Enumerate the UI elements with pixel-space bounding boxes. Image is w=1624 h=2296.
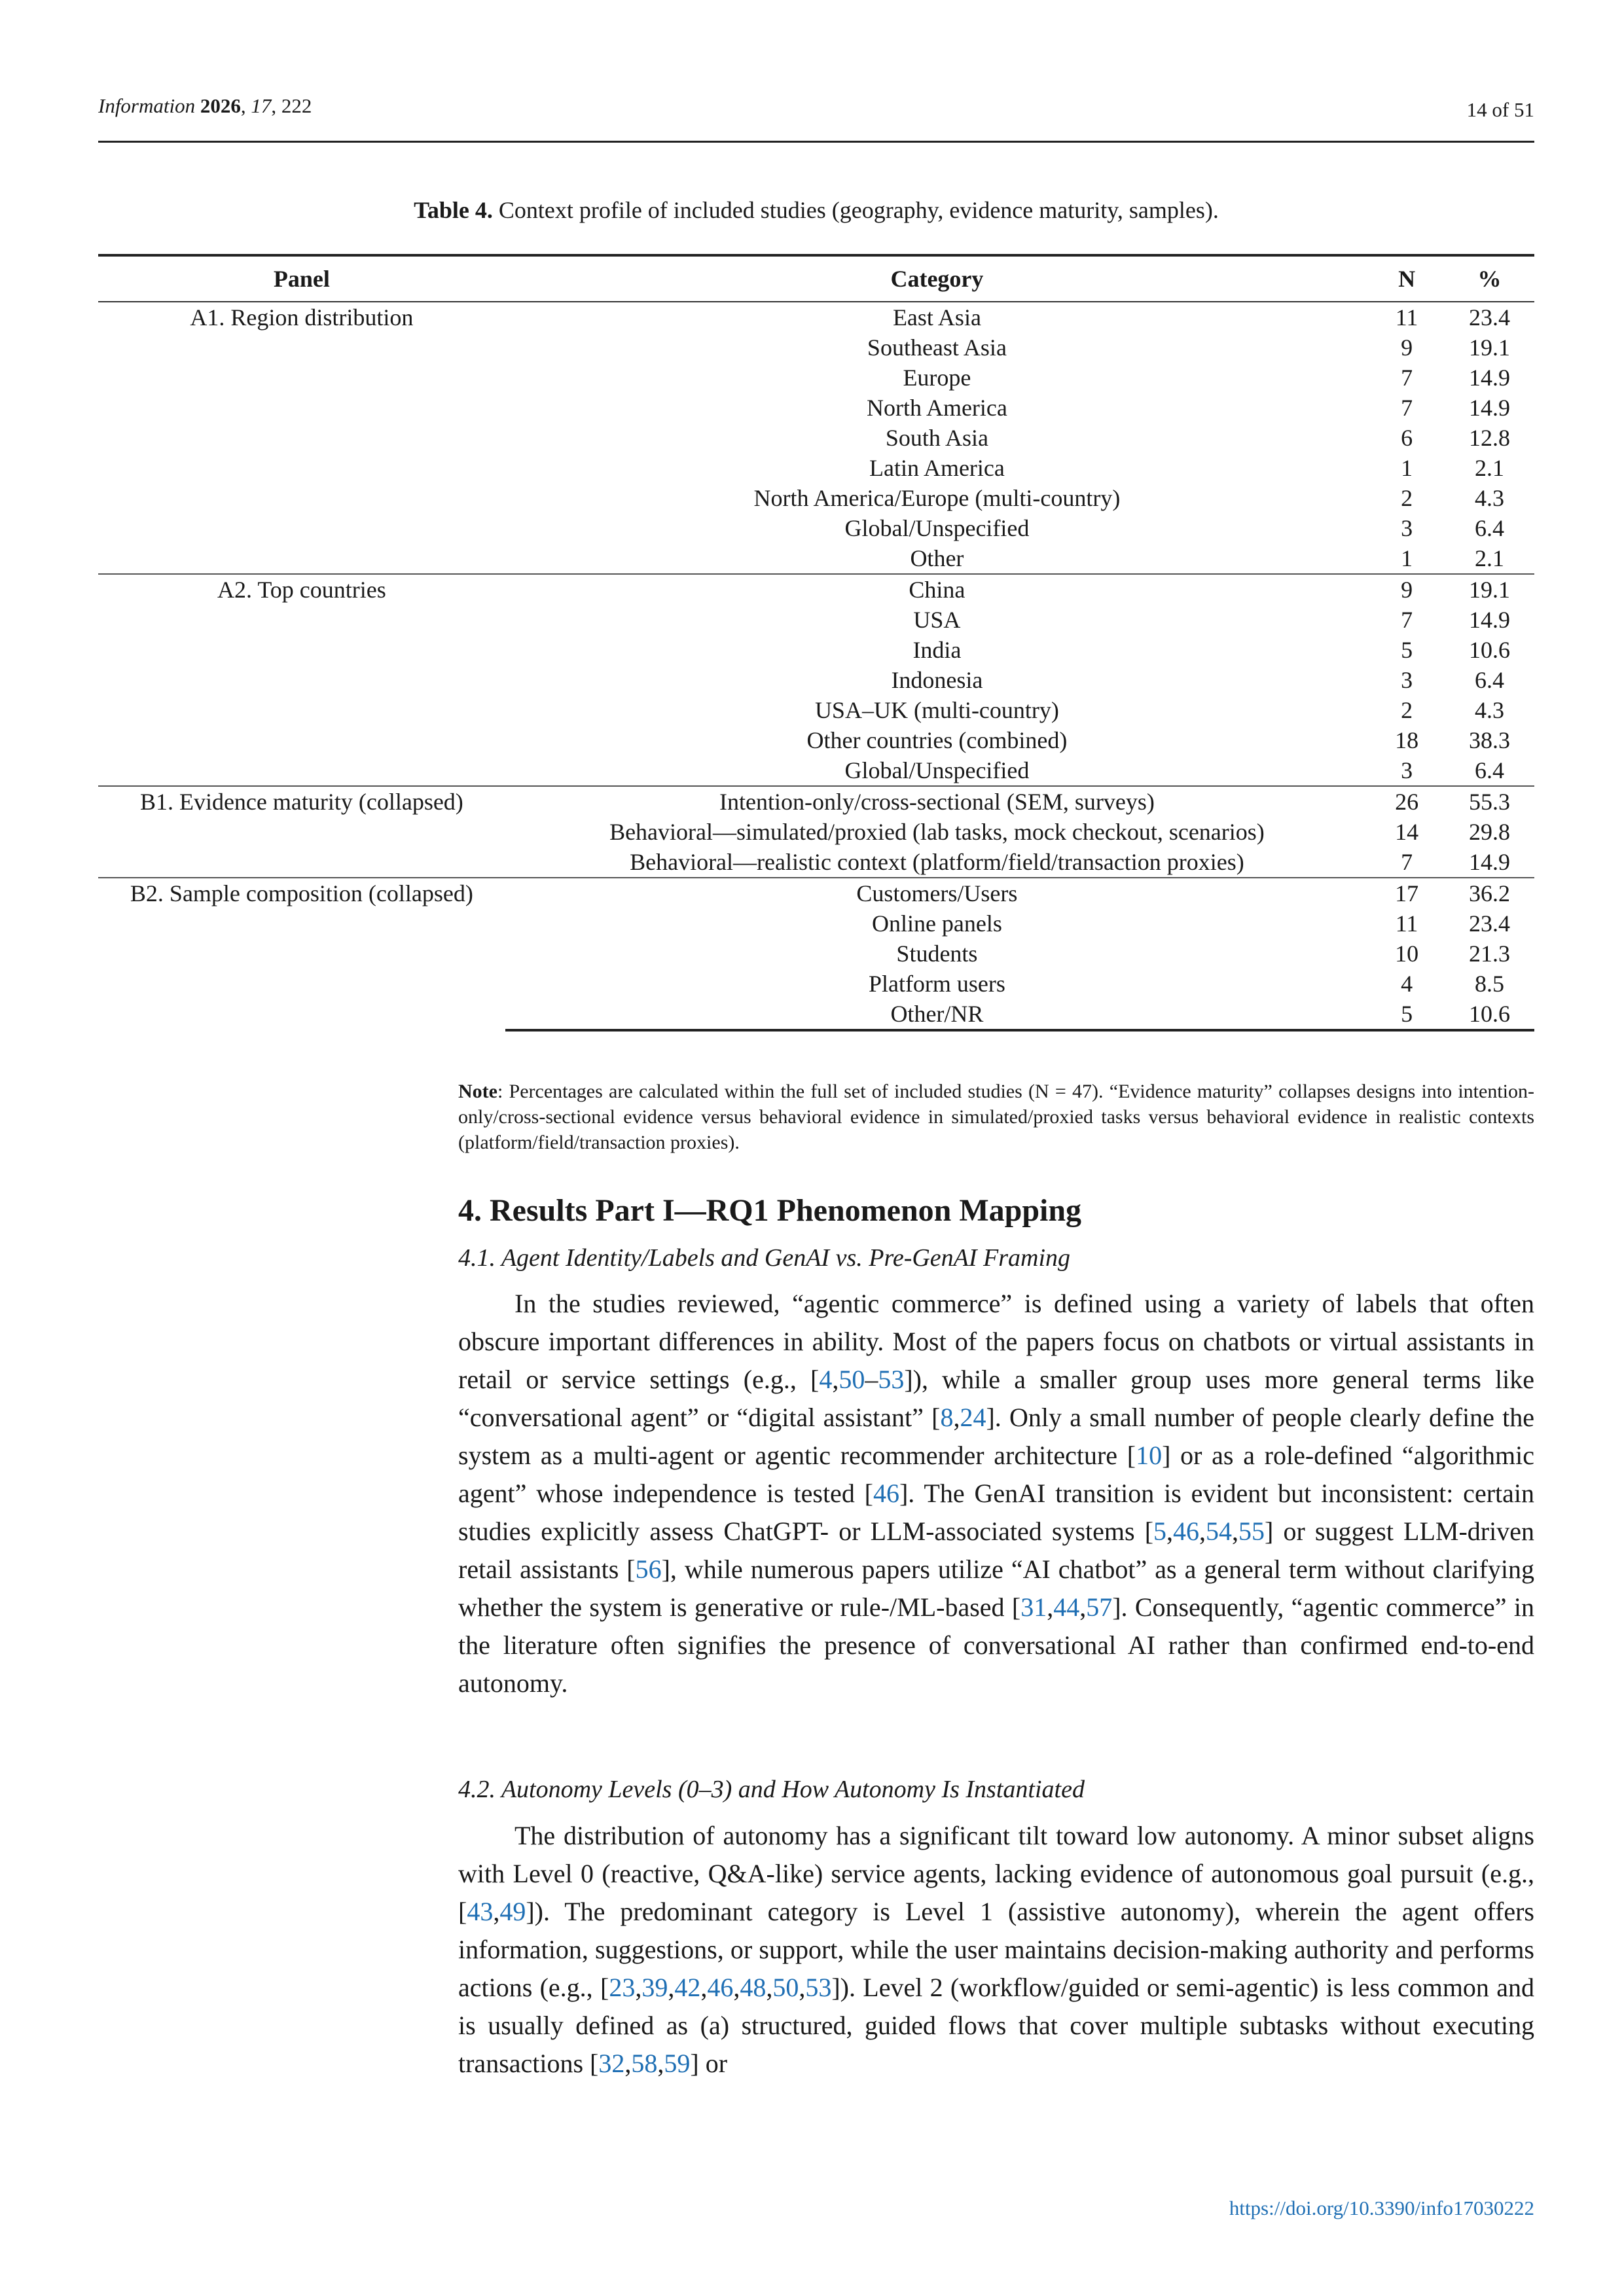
table-group [98, 302, 1534, 574]
percent-cell: 29.8 [1469, 819, 1510, 845]
n-cell: 3 [1401, 515, 1413, 541]
paragraph-text: , [668, 1973, 675, 2002]
n-cell: 7 [1401, 849, 1413, 875]
category-cell: Intention-only/cross-sectional (SEM, surveys) [505, 786, 1369, 817]
table-caption-text: Context profile of included studies (geography, evidence maturity, samples). [498, 197, 1219, 223]
percent-cell: 4.3 [1475, 485, 1504, 511]
percent-cell: 36.2 [1445, 878, 1534, 908]
note-text: : Percentages are calculated within the full set of included studies (N = 47). “Evidence maturity” collapses designs into intention-only/cross-sectional evidence versus behavioral evidence in simulated/proxied tasks versus behavioral evidence in realistic contexts (platform/field/transaction proxies). [458, 1081, 1534, 1153]
table-row [98, 786, 1534, 817]
category-cell: USA [913, 607, 961, 633]
paragraph-text: , [953, 1403, 960, 1432]
citation-link[interactable]: 44 [1053, 1592, 1080, 1622]
category-cell: South Asia [885, 425, 988, 451]
category-cell: Other [910, 545, 964, 571]
citation-link[interactable]: 48 [740, 1973, 767, 2002]
paragraph-text: – [865, 1365, 878, 1394]
citation-link[interactable]: 46 [707, 1973, 734, 2002]
percent-cell: 8.5 [1475, 971, 1504, 997]
citation-link[interactable]: 10 [1136, 1441, 1163, 1470]
doi-link[interactable]: https://doi.org/10.3390/info17030222 [1229, 2197, 1534, 2219]
paragraph-text: ] or as a role-defined “algorithmic agent” whose independence is tested [ [458, 1441, 1534, 1508]
body-paragraph-4-2 [458, 1817, 1534, 2083]
category-cell: Europe [903, 365, 971, 391]
journal-volume: 17 [251, 94, 272, 117]
percent-cell: 6.4 [1475, 515, 1504, 541]
category-cell: Online panels [871, 910, 1002, 937]
citation-link[interactable]: 4 [819, 1365, 833, 1394]
column-header-percent: % [1445, 255, 1534, 302]
n-cell: 4 [1401, 971, 1413, 997]
percent-cell: 6.4 [1475, 667, 1504, 693]
percent-cell: 23.4 [1469, 910, 1510, 937]
n-cell: 11 [1395, 304, 1418, 331]
citation-link[interactable]: 50 [772, 1973, 799, 2002]
citation-link[interactable]: 24 [960, 1403, 986, 1432]
n-cell: 7 [1401, 607, 1413, 633]
percent-cell: 12.8 [1469, 425, 1510, 451]
category-cell: USA–UK (multi-country) [814, 697, 1059, 723]
subsection-heading-4-2: 4.2. Autonomy Levels (0–3) and How Autonomy Is Instantiated [458, 1776, 1085, 1803]
paragraph-text: , [1079, 1592, 1087, 1622]
n-cell: 26 [1369, 786, 1445, 817]
n-cell: 17 [1369, 878, 1445, 908]
journal-year: 2026 [200, 94, 241, 117]
percent-cell: 2.1 [1475, 545, 1504, 571]
n-cell: 10 [1395, 941, 1419, 967]
column-header-panel: Panel [98, 255, 505, 302]
category-cell: Students [896, 941, 978, 967]
paragraph-text: , [657, 2049, 664, 2078]
paragraph-text: , [1047, 1592, 1054, 1622]
category-cell: Indonesia [891, 667, 983, 693]
n-cell: 3 [1401, 757, 1413, 783]
column-header-category: Category [505, 255, 1369, 302]
percent-cell: 4.3 [1475, 697, 1504, 723]
category-cell: Southeast Asia [867, 334, 1007, 361]
n-cell: 3 [1401, 667, 1413, 693]
citation-link[interactable]: 39 [641, 1973, 668, 2002]
citation-link[interactable]: 58 [631, 2049, 658, 2078]
percent-cell: 14.9 [1469, 395, 1510, 421]
paragraph-text: , [493, 1897, 500, 1926]
n-cell: 1 [1401, 545, 1413, 571]
panel-cell: A1. Region distribution [190, 304, 414, 331]
paragraph-text: ]). The predominant category is Level 1 (assistive autonomy), wherein the agent offers information, suggestions, or support, while the user maintains decision-making authority and performs actions (e.g., [ [458, 1897, 1534, 2002]
paragraph-text: , [733, 1973, 740, 2002]
paragraph-text: ]. The GenAI transition is evident but inconsistent: certain studies explicitly assess ChatGPT- or LLM-associated systems [ [458, 1479, 1534, 1546]
citation-link[interactable]: 59 [664, 2049, 691, 2078]
n-cell: 2 [1401, 485, 1413, 511]
n-cell: 14 [1395, 819, 1419, 845]
page-number: 14 of 51 [1466, 98, 1534, 121]
table-label: Table 4. [414, 197, 493, 223]
table-caption [98, 196, 1534, 224]
citation-link[interactable]: 54 [1206, 1516, 1233, 1546]
n-cell: 7 [1401, 365, 1413, 391]
panel-cell: A2. Top countries [98, 574, 505, 786]
table-note [458, 1079, 1534, 1155]
category-cell: Behavioral—realistic context (platform/field/transaction proxies) [630, 849, 1244, 875]
paragraph-text: , [700, 1973, 708, 2002]
percent-cell: 21.3 [1469, 941, 1510, 967]
citation-link[interactable]: 31 [1020, 1592, 1047, 1622]
table-row [98, 878, 1534, 908]
percent-cell: 14.9 [1469, 365, 1510, 391]
table-group [98, 574, 1534, 786]
panel-cell: B2. Sample composition (collapsed) [98, 878, 505, 1030]
citation-link[interactable]: 55 [1238, 1516, 1265, 1546]
category-cell: Global/Unspecified [844, 515, 1030, 541]
citation-link[interactable]: 8 [940, 1403, 954, 1432]
category-cell: East Asia [892, 304, 981, 331]
n-cell: 18 [1395, 727, 1419, 753]
category-cell: North America/Europe (multi-country) [753, 485, 1121, 511]
paragraph-text: , [624, 2049, 632, 2078]
category-cell: Latin America [869, 455, 1005, 481]
paragraph-text: ]). Level 2 (workflow/guided or semi-agentic) is less common and is usually defined as (a) structured, guided flows that cover multiple subtasks without executing transactions [ [458, 1973, 1534, 2078]
citation-link[interactable]: 53 [878, 1365, 905, 1394]
paragraph-text: ] or [690, 2049, 728, 2078]
paragraph-text: , [635, 1973, 642, 2002]
category-cell: Platform users [868, 971, 1005, 997]
page-header [98, 92, 1534, 143]
citation-link[interactable]: 32 [598, 2049, 625, 2078]
paragraph-text: , [1166, 1516, 1174, 1546]
context-profile-table [98, 254, 1534, 1031]
paragraph-text: ]), while a smaller group uses more general terms like “conversational agent” or “digital assistant” [ [458, 1365, 1535, 1432]
n-cell: 5 [1369, 999, 1445, 1030]
note-label: Note [458, 1081, 497, 1102]
n-cell: 6 [1401, 425, 1413, 451]
citation-link[interactable]: 46 [1173, 1516, 1200, 1546]
paragraph-text: The distribution of autonomy has a significant tilt toward low autonomy. A minor subset aligns with Level 0 (reactive, Q&A-like) service agents, lacking evidence of autonomous goal pursuit (e.g., [ [458, 1821, 1534, 1926]
category-cell: North America [866, 395, 1007, 421]
paragraph-text: ] or suggest LLM-driven retail assistants [ [458, 1516, 1534, 1584]
n-cell: 9 [1401, 334, 1413, 361]
paragraph-text: In the studies reviewed, “agentic commerce” is defined using a variety of labels that often obscure important differences in ability. Most of the papers focus on chatbots or virtual assistants in retail or service settings (e.g., [ [458, 1289, 1534, 1394]
column-header-n: N [1369, 255, 1445, 302]
percent-cell: 14.9 [1469, 849, 1510, 875]
n-cell: 1 [1401, 455, 1413, 481]
paragraph-text: , [1199, 1516, 1206, 1546]
journal-citation: Information 2026, 17, 222 [98, 94, 312, 117]
category-cell: China [505, 574, 1369, 605]
citation-link[interactable]: 5 [1153, 1516, 1167, 1546]
percent-cell: 14.9 [1469, 607, 1510, 633]
category-cell: Behavioral—simulated/proxied (lab tasks, mock checkout, scenarios) [609, 819, 1265, 845]
percent-cell: 19.1 [1445, 574, 1534, 605]
category-cell: Other countries (combined) [806, 727, 1068, 753]
journal-name: Information [98, 94, 196, 117]
category-cell: Customers/Users [505, 878, 1369, 908]
category-cell: Global/Unspecified [844, 757, 1030, 783]
citation-link[interactable]: 42 [674, 1973, 701, 2002]
panel-cell: B1. Evidence maturity (collapsed) [98, 786, 505, 878]
citation-link[interactable]: 23 [609, 1973, 636, 2002]
n-cell: 9 [1369, 574, 1445, 605]
citation-link[interactable]: 53 [805, 1973, 832, 2002]
paragraph-text: , [799, 1973, 806, 2002]
n-cell: 2 [1401, 697, 1413, 723]
citation-link[interactable]: 46 [873, 1479, 899, 1508]
percent-cell: 10.6 [1469, 637, 1510, 663]
citation-link[interactable]: 57 [1086, 1592, 1113, 1622]
percent-cell: 6.4 [1475, 757, 1504, 783]
paragraph-text: , [1232, 1516, 1239, 1546]
percent-cell: 23.4 [1469, 304, 1510, 331]
table-group [98, 786, 1534, 878]
table-row [98, 302, 1534, 332]
percent-cell: 10.6 [1445, 999, 1534, 1030]
category-cell: Other/NR [505, 999, 1369, 1030]
paragraph-text: , [832, 1365, 839, 1394]
percent-cell: 38.3 [1469, 727, 1510, 753]
paragraph-text: ], while numerous papers utilize “AI chatbot” as a general term without clarifying whether the system is generative or rule-/ML-based [ [458, 1554, 1535, 1622]
article-number: 222 [281, 94, 312, 117]
citation-link[interactable]: 43 [467, 1897, 494, 1926]
citation-link[interactable]: 56 [635, 1554, 662, 1584]
table-header-row [98, 255, 1534, 302]
category-cell: India [912, 637, 962, 663]
paragraph-text: ]. Only a small number of people clearly define the system as a multi-agent or agentic recommender architecture [ [458, 1403, 1534, 1470]
citation-link[interactable]: 50 [839, 1365, 865, 1394]
section-heading: 4. Results Part I—RQ1 Phenomenon Mapping [458, 1193, 1082, 1228]
percent-cell: 2.1 [1475, 455, 1504, 481]
n-cell: 11 [1395, 910, 1418, 937]
citation-link[interactable]: 49 [499, 1897, 526, 1926]
subsection-heading-4-1: 4.1. Agent Identity/Labels and GenAI vs. Pre-GenAI Framing [458, 1244, 1071, 1272]
percent-cell: 55.3 [1445, 786, 1534, 817]
n-cell: 7 [1401, 395, 1413, 421]
percent-cell: 19.1 [1469, 334, 1510, 361]
n-cell: 5 [1401, 637, 1413, 663]
paragraph-text: ]. Consequently, “agentic commerce” in the literature often signifies the presence of conversational AI rather than confirmed end-to-end autonomy. [458, 1592, 1534, 1698]
paragraph-text: , [766, 1973, 773, 2002]
table-row [98, 574, 1534, 605]
body-paragraph-4-1 [458, 1285, 1534, 1702]
table-group [98, 878, 1534, 1030]
